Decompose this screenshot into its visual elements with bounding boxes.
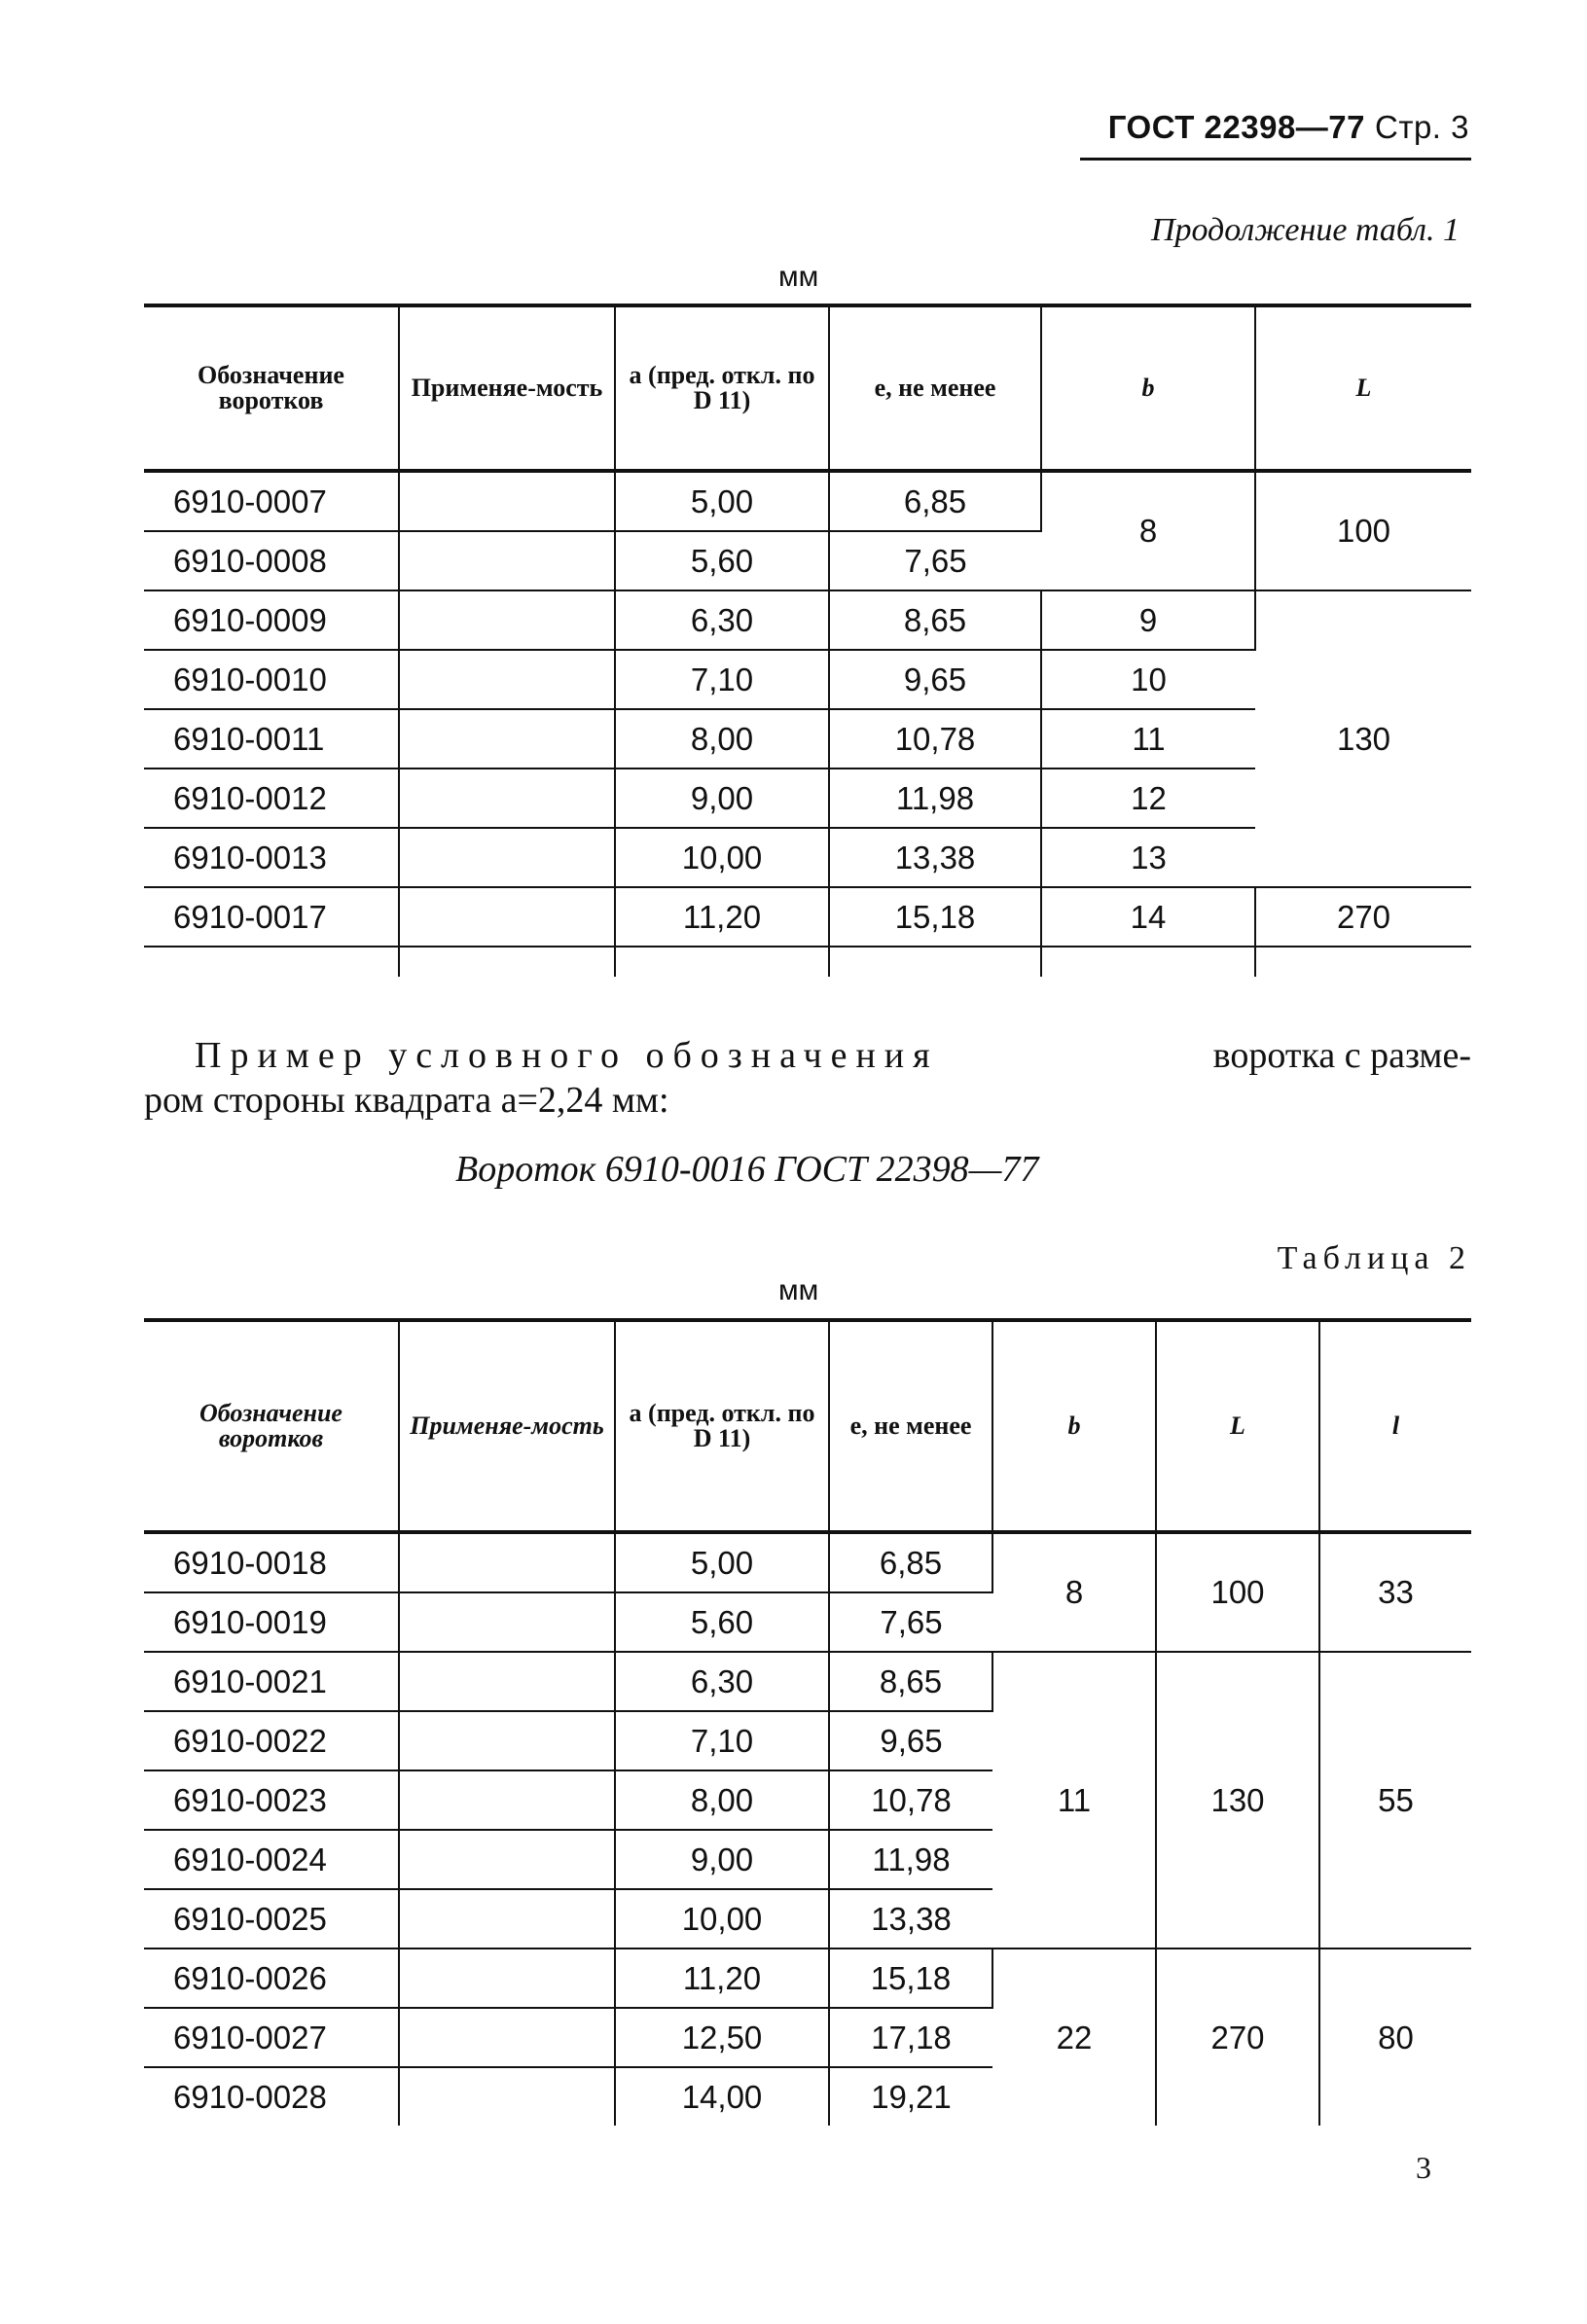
l-cell: 55: [1319, 1652, 1471, 1949]
designation-cell: 6910-0017: [144, 887, 399, 947]
table2-unit: мм: [778, 1274, 819, 1306]
a-cell: 6,30: [615, 1652, 829, 1711]
col-L: L: [1355, 374, 1372, 402]
designation-cell: 6910-0028: [144, 2067, 399, 2126]
b-cell: 11: [1041, 709, 1255, 769]
a-cell: 8,00: [615, 1770, 829, 1830]
applicability-cell: [399, 2067, 615, 2126]
applicability-cell: [399, 1949, 615, 2008]
table1-continuation-caption: Продолжение табл. 1: [1150, 212, 1460, 248]
e-cell: 10,78: [829, 1770, 992, 1830]
b-cell: 9: [1041, 590, 1255, 650]
L-cell: 270: [1156, 1949, 1319, 2126]
table1: [144, 304, 1471, 977]
a-cell: 11,20: [615, 887, 829, 947]
a-cell: 5,60: [615, 1592, 829, 1652]
applicability-cell: [399, 828, 615, 887]
b-cell: 11: [992, 1652, 1156, 1949]
e-cell: 6,85: [829, 1532, 992, 1592]
b-cell: 10: [1041, 650, 1255, 709]
b-cell: 14: [1041, 887, 1255, 947]
applicability-cell: [399, 471, 615, 531]
designation-cell: 6910-0018: [144, 1532, 399, 1592]
e-cell: 7,65: [829, 531, 1041, 590]
designation-cell: 6910-0008: [144, 531, 399, 590]
document-header: [1095, 109, 1469, 146]
applicability-cell: [399, 1889, 615, 1949]
designation-cell: 6910-0009: [144, 590, 399, 650]
applicability-cell: [399, 650, 615, 709]
b-cell: 22: [992, 1949, 1156, 2126]
designation-cell: 6910-0027: [144, 2008, 399, 2067]
a-cell: 5,00: [615, 1532, 829, 1592]
a-cell: 6,30: [615, 590, 829, 650]
applicability-cell: [399, 1830, 615, 1889]
a-cell: 9,00: [615, 769, 829, 828]
table-row: [144, 1532, 1471, 1592]
designation-cell: 6910-0023: [144, 1770, 399, 1830]
col-b: b: [1041, 305, 1255, 471]
table-row: [144, 590, 1471, 650]
designation-cell: 6910-0007: [144, 471, 399, 531]
L-cell: 270: [1255, 887, 1471, 947]
designation-cell: 6910-0022: [144, 1711, 399, 1770]
table-row: [144, 1652, 1471, 1711]
table-row: [144, 471, 1471, 531]
col-designation: Обозначение воротков: [144, 305, 399, 471]
table1-unit: мм: [778, 261, 819, 293]
applicability-cell: [399, 1652, 615, 1711]
L-cell: 130: [1255, 590, 1471, 887]
table-row: [144, 887, 1471, 947]
a-cell: 10,00: [615, 1889, 829, 1949]
table-tail: [144, 947, 1471, 977]
a-cell: 10,00: [615, 828, 829, 887]
e-cell: 15,18: [829, 887, 1041, 947]
applicability-cell: [399, 769, 615, 828]
example-line-1-rest: воротка с разме-: [1212, 1035, 1471, 1076]
example-line-2: ром стороны квадрата a=2,24 мм:: [144, 1080, 669, 1121]
l-cell: 33: [1319, 1532, 1471, 1652]
table2: [144, 1318, 1471, 2126]
e-cell: 13,38: [829, 1889, 992, 1949]
designation-cell: 6910-0024: [144, 1830, 399, 1889]
e-cell: 19,21: [871, 2078, 952, 2115]
e-cell: 7,65: [829, 1592, 992, 1652]
page-label: Стр. 3: [1375, 109, 1469, 145]
applicability-cell: [399, 590, 615, 650]
col-L: L: [1156, 1320, 1319, 1532]
e-cell: 9,65: [829, 650, 1041, 709]
col-a: a (пред. откл. по D 11): [615, 1320, 829, 1532]
e-cell: 9,65: [829, 1711, 992, 1770]
a-cell: 8,00: [615, 709, 829, 769]
L-cell: 100: [1255, 471, 1471, 590]
applicability-cell: [399, 2008, 615, 2067]
example-paragraph: [195, 1033, 1471, 1078]
e-cell: 11,98: [829, 1830, 992, 1889]
col-applicability: Применяе-мость: [399, 1320, 615, 1532]
a-cell: 14,00: [615, 2067, 829, 2126]
page-number: 3: [1416, 2150, 1431, 2185]
b-cell: 12: [1041, 769, 1255, 828]
a-cell: 11,20: [615, 1949, 829, 2008]
a-cell: 7,10: [615, 1711, 829, 1770]
e-cell: 17,18: [829, 2008, 992, 2067]
applicability-cell: [399, 1770, 615, 1830]
applicability-cell: [399, 887, 615, 947]
e-cell: 15,18: [829, 1949, 992, 2008]
example-lead: Пример условного обозначения: [195, 1035, 939, 1076]
designation-cell: 6910-0021: [144, 1652, 399, 1711]
applicability-cell: [399, 709, 615, 769]
table-row: [144, 1949, 1471, 2008]
e-cell: 13,38: [829, 828, 1041, 887]
example-designation: Вороток 6910-0016 ГОСТ 22398—77: [455, 1149, 1039, 1190]
e-cell: 11,98: [829, 769, 1041, 828]
designation-cell: 6910-0019: [144, 1592, 399, 1652]
a-cell: 5,00: [615, 471, 829, 531]
designation-cell: 6910-0011: [144, 709, 399, 769]
col-e: e, не менее: [829, 305, 1041, 471]
col-a: a (пред. откл. по D 11): [615, 305, 829, 471]
col-applicability: Применяе-мость: [399, 305, 615, 471]
example-line-1: [195, 1033, 1471, 1078]
L-cell: 100: [1156, 1532, 1319, 1652]
designation-cell: 6910-0025: [144, 1889, 399, 1949]
b-cell: 8: [992, 1532, 1156, 1652]
designation-cell: 6910-0026: [144, 1949, 399, 2008]
col-b: b: [992, 1320, 1156, 1532]
table2-caption: Таблица 2: [1277, 1240, 1471, 1276]
designation-cell: 6910-0010: [144, 650, 399, 709]
l-cell: 80: [1378, 2019, 1414, 2056]
a-cell: 9,00: [615, 1830, 829, 1889]
designation-cell: 6910-0013: [144, 828, 399, 887]
col-designation: Обозначение воротков: [144, 1320, 399, 1532]
a-cell: 5,60: [615, 531, 829, 590]
col-e: e, не менее: [829, 1320, 992, 1532]
e-cell: 8,65: [829, 590, 1041, 650]
col-l: l: [1391, 1412, 1400, 1440]
e-cell: 8,65: [829, 1652, 992, 1711]
designation-cell: 6910-0012: [144, 769, 399, 828]
b-cell: 8: [1041, 471, 1255, 590]
applicability-cell: [399, 1592, 615, 1652]
e-cell: 6,85: [829, 471, 1041, 531]
e-cell: 10,78: [829, 709, 1041, 769]
standard-code: ГОСТ 22398—77: [1107, 109, 1365, 145]
b-cell: 13: [1041, 828, 1255, 887]
header-rule: [1080, 158, 1471, 161]
applicability-cell: [399, 1532, 615, 1592]
a-cell: 12,50: [615, 2008, 829, 2067]
applicability-cell: [399, 531, 615, 590]
a-cell: 7,10: [615, 650, 829, 709]
L-cell: 130: [1156, 1652, 1319, 1949]
applicability-cell: [399, 1711, 615, 1770]
